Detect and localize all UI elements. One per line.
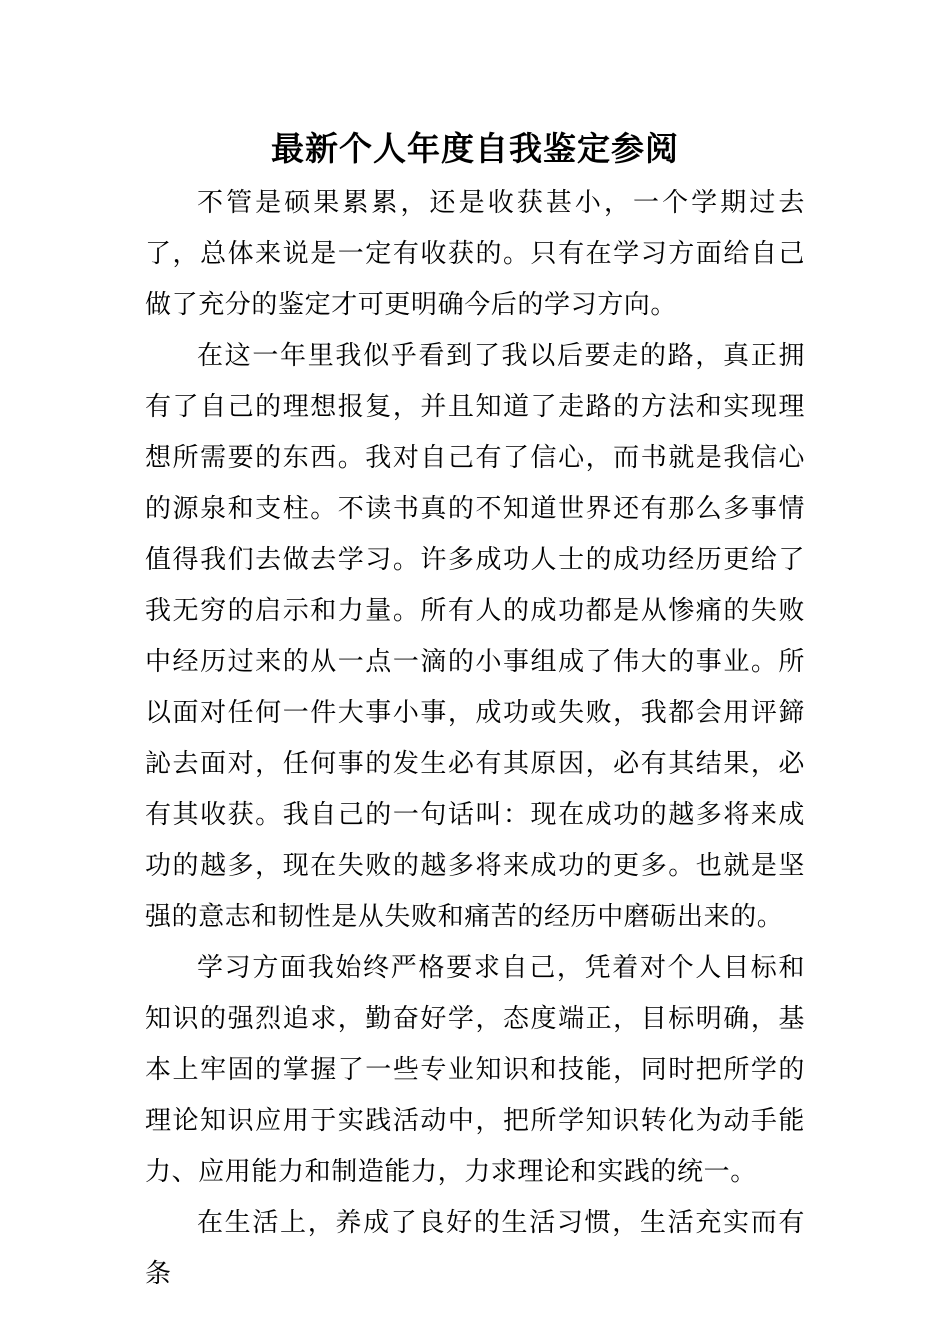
paragraph: 在生活上，养成了良好的生活习惯，生活充实而有条 — [145, 1208, 805, 1289]
document-body — [145, 178, 805, 1300]
paragraph: 不管是硕果累累，还是收获甚小，一个学期过去了，总体来说是一定有收获的。只有在学习方面给自己做了充分的鉴定才可更明确今后的学习方向。 — [145, 188, 805, 320]
paragraph: 学习方面我始终严格要求自己，凭着对个人目标和知识的强烈追求，勤奋好学，态度端正，目标明确，基本上牢固的掌握了一些专业知识和技能，同时把所学的理论知识应用于实践活动中，把所学知识转化为动手能力、应用能力和制造能力，力求理论和实践的统一。 — [145, 953, 805, 1187]
document-title: 最新个人年度自我鉴定参阅 — [271, 129, 679, 168]
paragraph: 在这一年里我似乎看到了我以后要走的路，真正拥有了自己的理想报复，并且知道了走路的方法和实现理想所需要的东西。我对自己有了信心，而书就是我信心的源泉和支柱。不读书真的不知道世界还有那么多事情值得我们去做去学习。许多成功人士的成功经历更给了我无穷的启示和力量。所有人的成功都是从惨痛的失败中经历过来的从一点一滴的小事组成了伟大的事业。所以面对任何一件大事小事，成功或失败，我都会用评鍗訫去面对，任何事的发生必有其原因，必有其结果，必有其收获。我自己的一句话叫：现在成功的越多将来成功的越多，现在失败的越多将来成功的更多。也就是坚强的意志和韧性是从失败和痛苦的经历中磨砺出来的。 — [145, 341, 805, 932]
